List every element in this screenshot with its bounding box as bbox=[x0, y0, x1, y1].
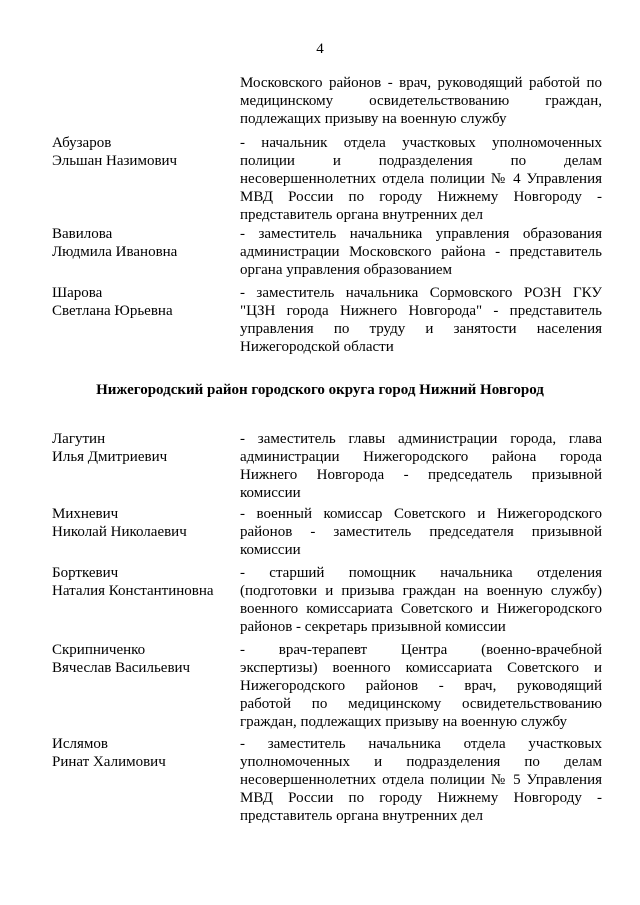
text-line: - старший помощник начальника отделения bbox=[240, 565, 602, 581]
member-given-name: Ринат Халимович bbox=[52, 754, 166, 770]
member-name bbox=[52, 134, 237, 170]
text-line: МВД России по городу Нижнему Новгороду - bbox=[240, 189, 602, 205]
member-given-name: Николай Николаевич bbox=[52, 524, 187, 540]
member-surname: Вавилова bbox=[52, 226, 113, 242]
member-given-name: Светлана Юрьевна bbox=[52, 303, 173, 319]
member-role bbox=[240, 430, 602, 502]
page-number: 4 bbox=[316, 41, 324, 57]
text-line: "ЦЗН города Нижнего Новгорода" - представитель bbox=[240, 303, 602, 319]
text-line: - заместитель начальника Сормовского РОЗН ГКУ bbox=[240, 285, 602, 301]
text-line: - заместитель главы администрации города, глава bbox=[240, 431, 602, 447]
text-line: районов - секретарь призывной комиссии bbox=[240, 619, 506, 635]
member-given-name: Вячеслав Васильевич bbox=[52, 660, 191, 676]
text-line: военного комиссариата Советского и Нижегородского bbox=[240, 601, 602, 617]
text-line: органа управления образованием bbox=[240, 262, 453, 278]
member-name bbox=[52, 225, 237, 261]
text-line: МВД России по городу Нижнему Новгороду - bbox=[240, 790, 602, 806]
text-line: - врач-терапевт Центра (военно-врачебной bbox=[240, 642, 602, 658]
text-line: представитель органа внутренних дел bbox=[240, 207, 483, 223]
text-line: несовершеннолетних отдела полиции № 4 Управления bbox=[240, 171, 602, 187]
member-surname: Абузаров bbox=[52, 135, 112, 151]
member-role bbox=[240, 284, 602, 356]
member-surname: Лагутин bbox=[52, 431, 106, 447]
text-line: Московского районов - врач, руководящий работой по bbox=[240, 75, 602, 91]
member-surname: Борткевич bbox=[52, 565, 119, 581]
member-role bbox=[240, 564, 602, 636]
text-line: Нижегородского районов - врач, руководящий bbox=[240, 678, 602, 694]
text-line: работой по медицинскому освидетельствованию bbox=[240, 696, 602, 712]
member-name bbox=[52, 284, 237, 320]
member-surname: Скрипниченко bbox=[52, 642, 146, 658]
text-line: - военный комиссар Советского и Нижегородского bbox=[240, 506, 602, 522]
member-role bbox=[240, 505, 602, 559]
member-name bbox=[52, 564, 237, 600]
text-line: комиссии bbox=[240, 485, 301, 501]
member-role bbox=[240, 134, 602, 224]
member-given-name: Людмила Ивановна bbox=[52, 244, 178, 260]
text-line: - заместитель начальника отдела участковых bbox=[240, 736, 602, 752]
text-line: медицинскому освидетельствованию граждан, bbox=[240, 93, 602, 109]
member-role bbox=[240, 641, 602, 731]
member-role bbox=[240, 225, 602, 279]
text-line: несовершеннолетних отдела полиции № 5 Управления bbox=[240, 772, 602, 788]
text-line: экспертизы) военного комиссариата Советского и bbox=[240, 660, 602, 676]
text-line: администрации Московского района - представитель bbox=[240, 244, 602, 260]
member-role bbox=[240, 735, 602, 825]
text-line: полиции и подразделения по делам bbox=[240, 153, 602, 169]
member-name bbox=[52, 430, 237, 466]
text-line: представитель органа внутренних дел bbox=[240, 808, 483, 824]
continuation-text bbox=[240, 74, 602, 128]
text-line: - заместитель начальника управления образования bbox=[240, 226, 602, 242]
member-name bbox=[52, 735, 237, 771]
text-line: Нижегородской области bbox=[240, 339, 394, 355]
member-given-name: Илья Дмитриевич bbox=[52, 449, 168, 465]
member-name bbox=[52, 641, 237, 677]
text-line: подлежащих призыву на военную службу bbox=[240, 111, 507, 127]
text-line: Нижнего Новгорода - председатель призывной bbox=[240, 467, 602, 483]
text-line: уполномоченных и подразделения по делам bbox=[240, 754, 602, 770]
text-line: управления по труду и занятости населения bbox=[240, 321, 602, 337]
member-given-name: Наталия Константиновна bbox=[52, 583, 214, 599]
text-line: (подготовки и призыва граждан на военную службу) bbox=[240, 583, 602, 599]
member-given-name: Эльшан Назимович bbox=[52, 153, 178, 169]
text-line: - начальник отдела участковых уполномоченных bbox=[240, 135, 602, 151]
member-surname: Шарова bbox=[52, 285, 103, 301]
text-line: комиссии bbox=[240, 542, 301, 558]
member-surname: Ислямов bbox=[52, 736, 108, 752]
text-line: районов - заместитель председателя призывной bbox=[240, 524, 602, 540]
section-title: Нижегородский район городского округа город Нижний Новгород bbox=[96, 382, 544, 398]
member-surname: Михневич bbox=[52, 506, 119, 522]
member-name bbox=[52, 505, 237, 541]
text-line: граждан, подлежащих призыву на военную службу bbox=[240, 714, 568, 730]
text-line: администрации Нижегородского района города bbox=[240, 449, 602, 465]
